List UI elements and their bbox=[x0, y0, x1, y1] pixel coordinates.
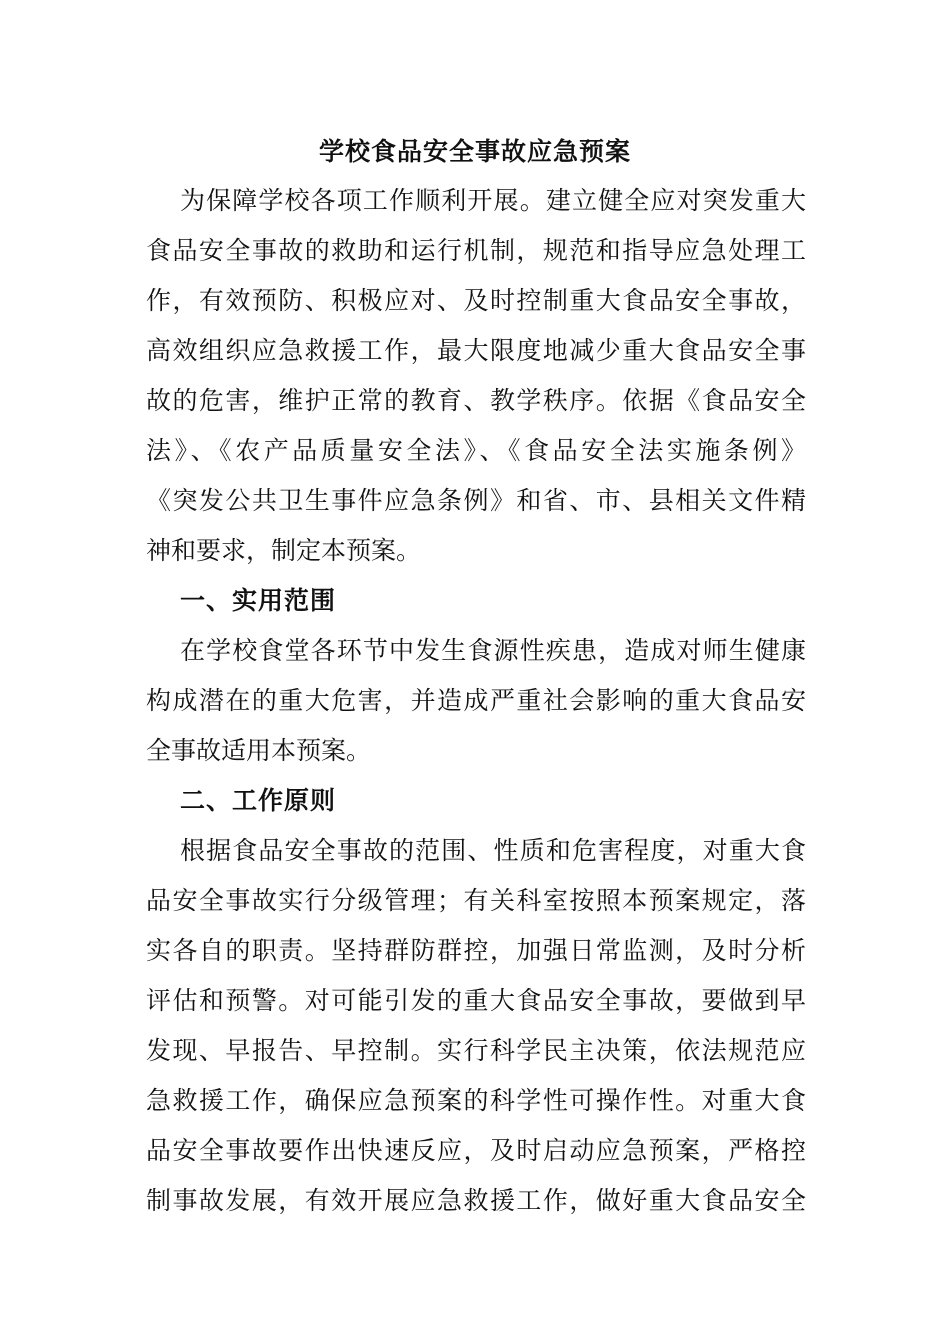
document-title: 学校食品安全事故应急预案 bbox=[318, 137, 631, 166]
paragraph-line: 神和要求，制定本预案。 bbox=[146, 536, 422, 565]
paragraph-line: 《突发公共卫生事件应急条例》和省、市、县相关文件精 bbox=[146, 486, 806, 515]
paragraph-line: 根据食品安全事故的范围、性质和危害程度，对重大食 bbox=[180, 836, 806, 865]
section-heading: 一、实用范围 bbox=[180, 586, 337, 615]
paragraph-line: 构成潜在的重大危害，并造成严重社会影响的重大食品安 bbox=[146, 686, 806, 715]
paragraph-line: 品安全事故实行分级管理；有关科室按照本预案规定，落 bbox=[146, 886, 806, 915]
paragraph-line: 评估和预警。对可能引发的重大食品安全事故，要做到早 bbox=[146, 986, 806, 1015]
paragraph-line: 品安全事故要作出快速反应，及时启动应急预案，严格控 bbox=[146, 1136, 806, 1165]
section-heading: 二、工作原则 bbox=[180, 786, 337, 815]
paragraph-line: 在学校食堂各环节中发生食源性疾患，造成对师生健康 bbox=[180, 636, 806, 665]
paragraph-line: 全事故适用本预案。 bbox=[146, 736, 372, 765]
paragraph-line: 急救援工作，确保应急预案的科学性可操作性。对重大食 bbox=[146, 1086, 806, 1115]
paragraph-line: 实各自的职责。坚持群防群控，加强日常监测，及时分析 bbox=[146, 936, 806, 965]
paragraph-line: 高效组织应急救援工作，最大限度地减少重大食品安全事 bbox=[146, 336, 806, 365]
paragraph-line: 食品安全事故的救助和运行机制，规范和指导应急处理工 bbox=[146, 236, 806, 265]
paragraph-line: 作，有效预防、积极应对、及时控制重大食品安全事故， bbox=[146, 286, 806, 315]
paragraph-line: 为保障学校各项工作顺利开展。建立健全应对突发重大 bbox=[180, 186, 806, 215]
paragraph-line: 故的危害，维护正常的教育、教学秩序。依据《食品安全 bbox=[146, 386, 806, 415]
paragraph-line: 法》、《农产品质量安全法》、《食品安全法实施条例》 bbox=[146, 436, 806, 465]
paragraph-line: 发现、早报告、早控制。实行科学民主决策，依法规范应 bbox=[146, 1036, 806, 1065]
paragraph-line: 制事故发展，有效开展应急救援工作，做好重大食品安全 bbox=[146, 1186, 806, 1215]
